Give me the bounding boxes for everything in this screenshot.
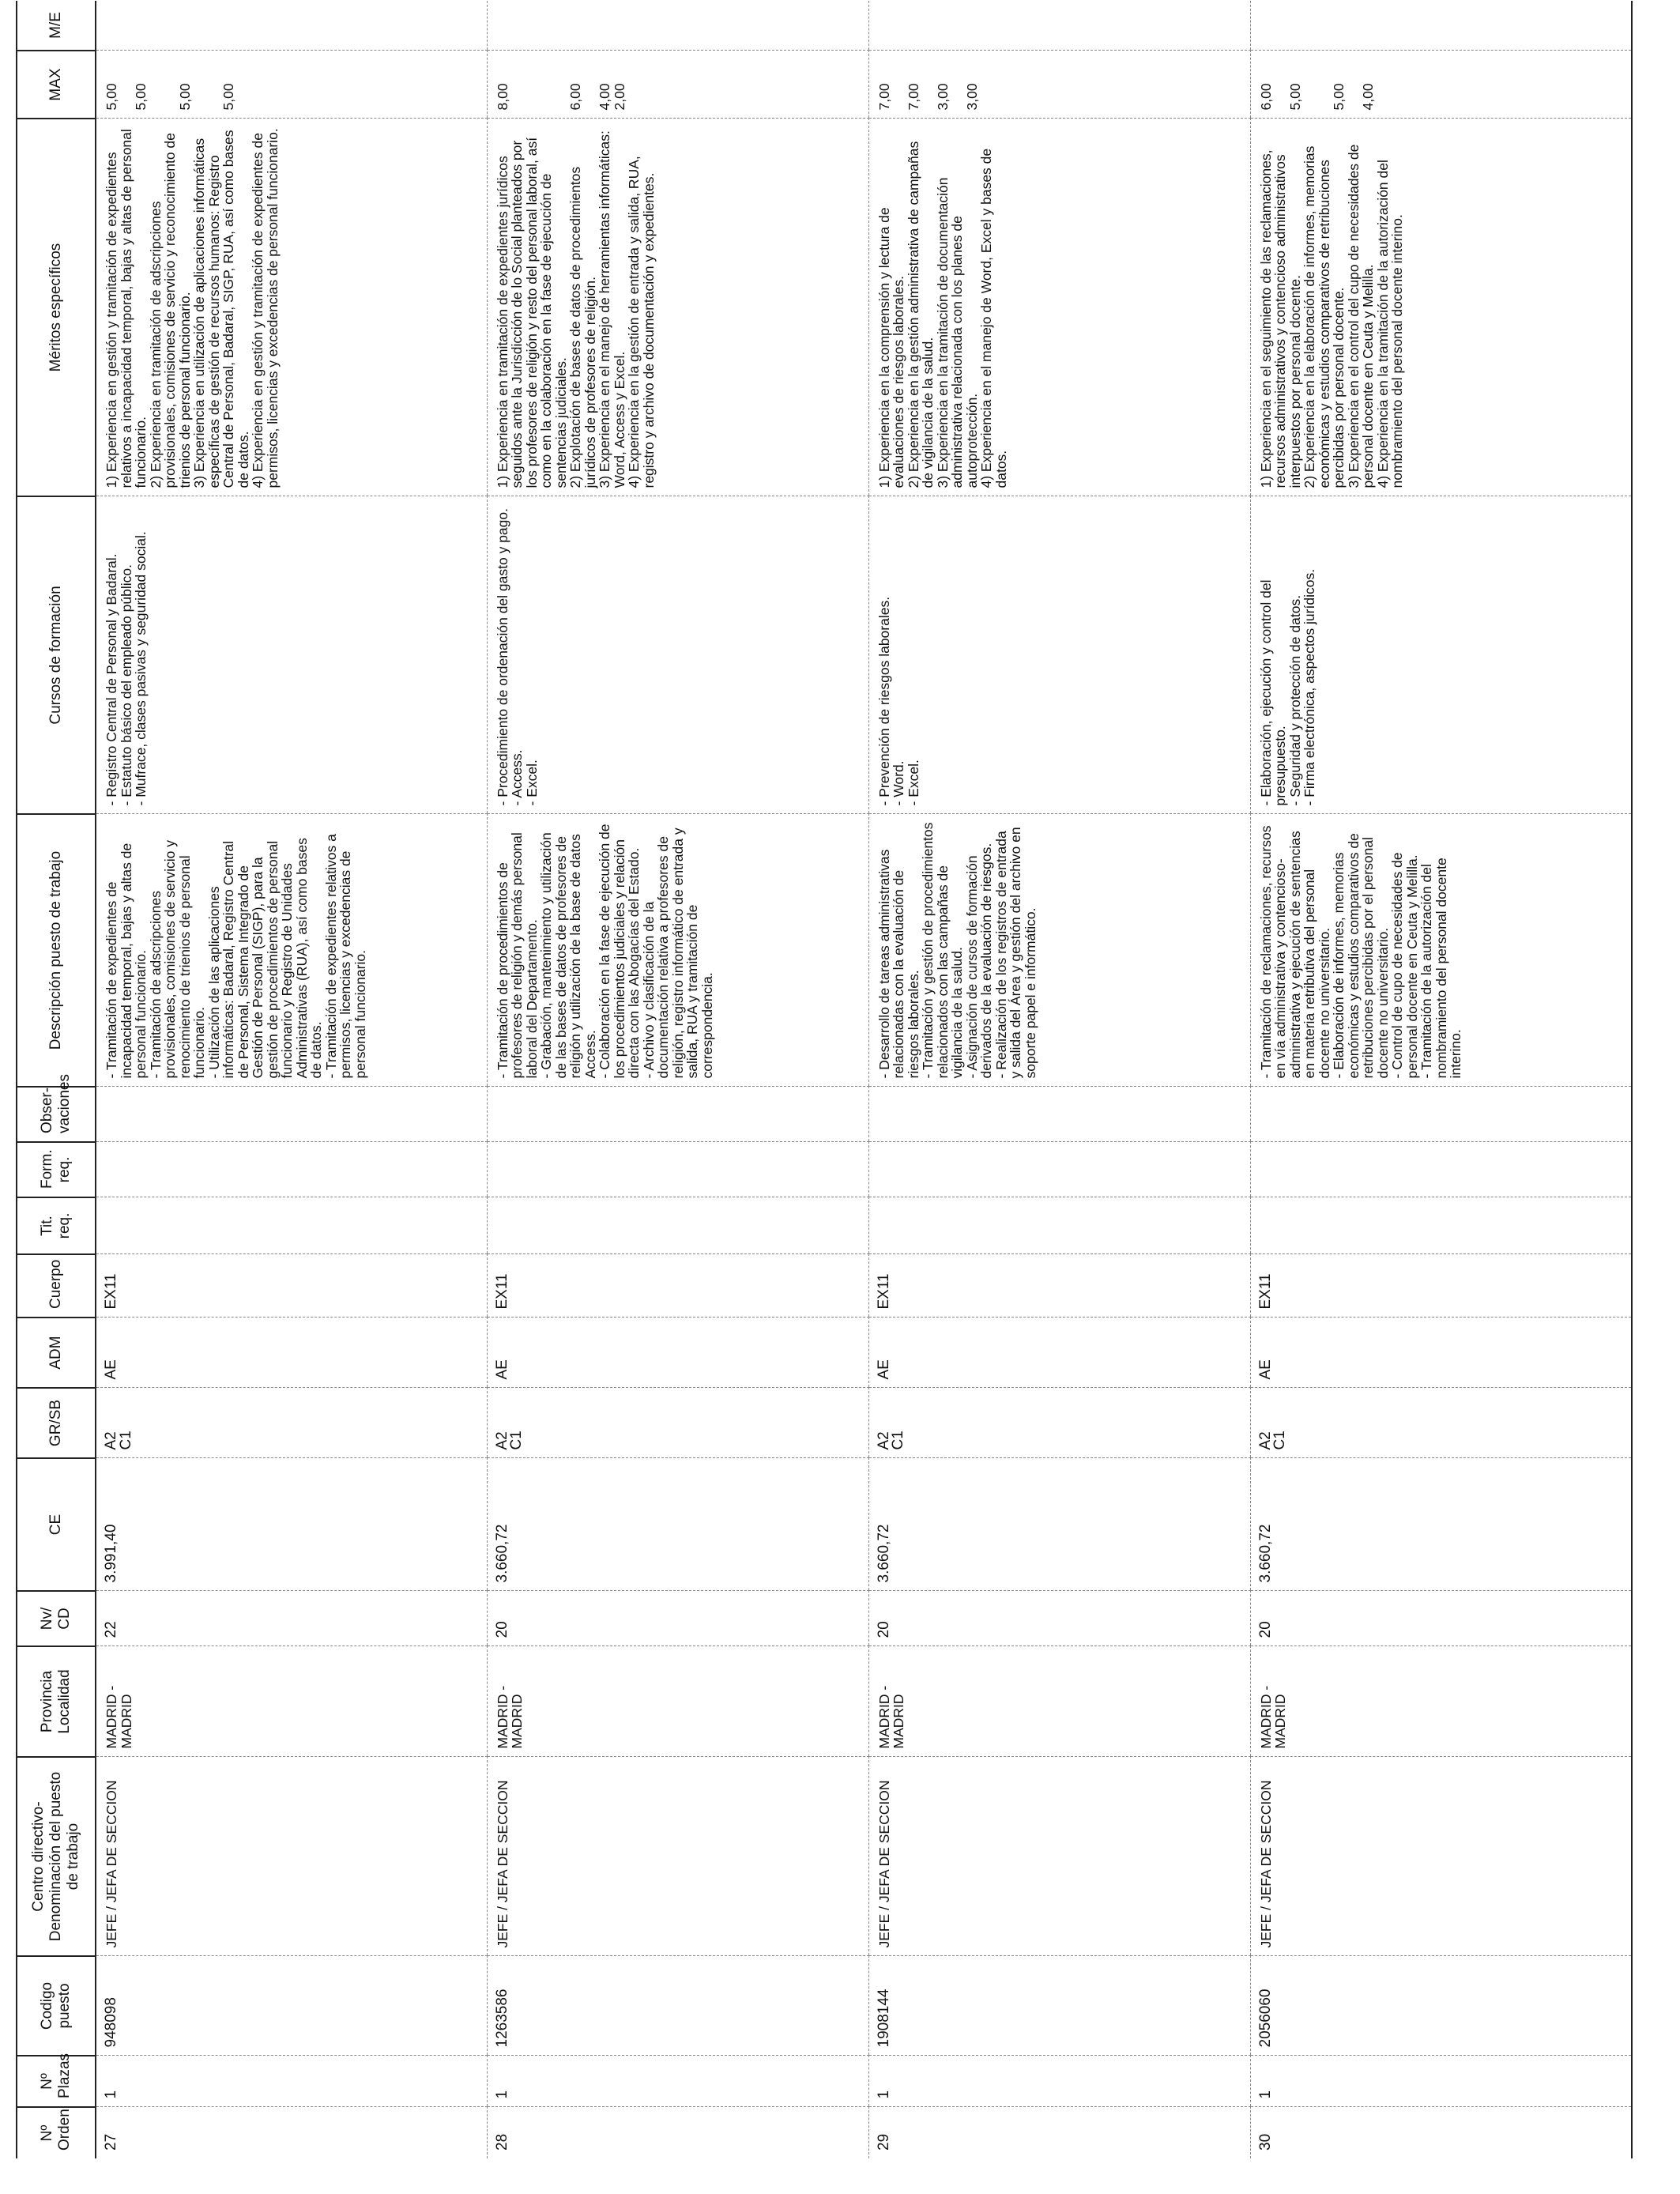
header-form: Form. req. bbox=[17, 1142, 96, 1197]
cell-adm: AE bbox=[868, 1318, 1250, 1388]
cell-centro: JEFE / JEFA DE SECCION bbox=[487, 1757, 868, 1956]
header-centro: Centro directivo-Denominación del puesto de trabajo bbox=[17, 1757, 96, 1956]
cell-grsb: A2 C1 bbox=[1250, 1388, 1632, 1458]
cell-plazas: 1 bbox=[487, 2056, 868, 2107]
cell-me bbox=[868, 1, 1250, 51]
cell-plazas: 1 bbox=[868, 2056, 1250, 2107]
table-row bbox=[1250, 1, 1632, 2158]
cell-orden: 30 bbox=[1250, 2107, 1632, 2158]
cell-obs bbox=[868, 1087, 1250, 1142]
cell-provincia: MADRID - MADRID bbox=[487, 1646, 868, 1757]
cell-adm: AE bbox=[96, 1318, 487, 1388]
cell-cuerpo: EX11 bbox=[1250, 1254, 1632, 1318]
cell-meritos: 1) Experiencia en el seguimiento de las reclamaciones, recursos administrativos y contencioso administrativos interpuestos por personal docente. 2) Experiencia en la elaboración de informes, memorias económicas y estudios comparativos de retribuciones percibidas por personal docente. 3) Experiencia en el control del cupo de necesidades de personal docente en Ceuta y Melilla. 4) Experiencia en la tramitación de la autorización del nombramiento del personal docente interino. bbox=[1250, 119, 1632, 496]
cell-meritos: 1) Experiencia en la comprensión y lectura de evaluaciones de riesgos laborales. 2) Experiencia en la gestión administrativa de campañas de vigilancia de la salud. 3) Experiencia en la tramitación de documentación administrativa relacionada con los planes de autoprotección. 4) Experiencia en el manejo de Word, Excel y bases de datos. bbox=[868, 119, 1250, 496]
header-orden: Nº Orden bbox=[17, 2107, 96, 2158]
header-provincia: Provincia Localidad bbox=[17, 1646, 96, 1757]
cell-max: 7,00 7,00 3,00 3,00 bbox=[868, 51, 1250, 119]
cell-grsb: A2 C1 bbox=[487, 1388, 868, 1458]
cell-form bbox=[96, 1142, 487, 1197]
cell-provincia: MADRID - MADRID bbox=[868, 1646, 1250, 1757]
cell-ce: 3.660,72 bbox=[868, 1458, 1250, 1591]
cell-obs bbox=[1250, 1087, 1632, 1142]
cell-me bbox=[1250, 1, 1632, 51]
header-plazas: Nº Plazas bbox=[17, 2056, 96, 2107]
cell-codigo: 948098 bbox=[96, 1956, 487, 2056]
table-row bbox=[487, 1, 868, 2158]
cell-cursos: - Elaboración, ejecución y control del presupuesto. - Seguridad y protección de datos. - Firma electrónica, aspectos jurídicos. bbox=[1250, 496, 1632, 814]
document-frame bbox=[16, 1, 1644, 2158]
cell-cuerpo: EX11 bbox=[487, 1254, 868, 1318]
cell-tit bbox=[868, 1197, 1250, 1254]
job-positions-table bbox=[16, 1, 1633, 2158]
cell-meritos: 1) Experiencia en gestión y tramitación de expedientes relativos a incapacidad temporal, bajas y altas de personal funcionario. 2) Experiencia en tramitación de adscripciones provisionales, comisiones de servicio y reconocimiento de trienios de personal funcionario. 3) Experiencia en utilización de aplicaciones informáticas específicas de gestión de recursos humanos: Registro Central de Personal, Badaral, SIGP, RUA, así como bases de datos. 4) Experiencia en gestión y tramitación de expedientes de permisos, licencias y excedencias de personal funcionario. bbox=[96, 119, 487, 496]
cell-descripcion: - Desarrollo de tareas administrativas relacionadas con la evaluación de riesgos laborales. - Tramitación y gestión de procedimientos relacionados con las campañas de vigilancia de la salud. - Asignación de cursos de formación derivados de la evaluación de riesgos. - Realización de los registros de entrada y salida del Área y gestión del archivo en soporte papel e informático. bbox=[868, 814, 1250, 1087]
cell-plazas: 1 bbox=[1250, 2056, 1632, 2107]
cell-centro: JEFE / JEFA DE SECCION bbox=[1250, 1757, 1632, 1956]
header-meritos: Méritos específicos bbox=[17, 119, 96, 496]
cell-obs bbox=[96, 1087, 487, 1142]
header-row bbox=[17, 1, 96, 2158]
cell-descripcion: - Tramitación de reclamaciones, recursos en vía administrativa y contencioso-administrativa y ejecución de sentencias en materia retributiva del personal docente no universitario. - Elaboración de informes, memorias económicas y estudios comparativos de retribuciones percibidas por el personal docente no universitario. - Control de cupo de necesidades de personal docente en Ceuta y Melilla. - Tramitación de la autorización del nombramiento del personal docente interino. bbox=[1250, 814, 1632, 1087]
cell-orden: 29 bbox=[868, 2107, 1250, 2158]
header-tit: Tit. req. bbox=[17, 1197, 96, 1254]
header-descripcion: Descripción puesto de trabajo bbox=[17, 814, 96, 1087]
cell-ce: 3.660,72 bbox=[1250, 1458, 1632, 1591]
cell-me bbox=[487, 1, 868, 51]
cell-codigo: 1908144 bbox=[868, 1956, 1250, 2056]
cell-tit bbox=[1250, 1197, 1632, 1254]
table-row bbox=[96, 1, 487, 2158]
cell-grsb: A2 C1 bbox=[868, 1388, 1250, 1458]
header-adm: ADM bbox=[17, 1318, 96, 1388]
cell-plazas: 1 bbox=[96, 2056, 487, 2107]
header-codigo: Codigo puesto bbox=[17, 1956, 96, 2056]
cell-nivel: 22 bbox=[96, 1591, 487, 1646]
cell-adm: AE bbox=[487, 1318, 868, 1388]
cell-cursos: - Prevención de riesgos laborales. - Word. - Excel. bbox=[868, 496, 1250, 814]
header-cuerpo: Cuerpo bbox=[17, 1254, 96, 1318]
cell-cuerpo: EX11 bbox=[868, 1254, 1250, 1318]
cell-cuerpo: EX11 bbox=[96, 1254, 487, 1318]
header-ce: CE bbox=[17, 1458, 96, 1591]
cell-codigo: 2056060 bbox=[1250, 1956, 1632, 2056]
cell-form bbox=[868, 1142, 1250, 1197]
table-row bbox=[868, 1, 1250, 2158]
cell-cursos: - Registro Central de Personal y Badaral. - Estatuto básico del empleado público. - Mufrace, clases pasivas y seguridad social. bbox=[96, 496, 487, 814]
cell-orden: 28 bbox=[487, 2107, 868, 2158]
header-max: MAX bbox=[17, 51, 96, 119]
cell-adm: AE bbox=[1250, 1318, 1632, 1388]
cell-grsb: A2 C1 bbox=[96, 1388, 487, 1458]
cell-form bbox=[1250, 1142, 1632, 1197]
cell-orden: 27 bbox=[96, 2107, 487, 2158]
cell-form bbox=[487, 1142, 868, 1197]
cell-codigo: 1263586 bbox=[487, 1956, 868, 2056]
cell-provincia: MADRID - MADRID bbox=[1250, 1646, 1632, 1757]
header-me: M/E bbox=[17, 1, 96, 51]
cell-centro: JEFE / JEFA DE SECCION bbox=[868, 1757, 1250, 1956]
header-grsb: GR/SB bbox=[17, 1388, 96, 1458]
header-nivel: Nv/ CD bbox=[17, 1591, 96, 1646]
cell-nivel: 20 bbox=[868, 1591, 1250, 1646]
cell-descripcion: - Tramitación de procedimientos de profesores de religión y demás personal laboral del Departamento. - Grabación, mantenimiento y utilización de las bases de datos de profesores de religión y utilización de la base de datos Access. - Colaboración en la fase de ejecución de los procedimientos judiciales y relación directa con las Abogacías del Estado. - Archivo y clasificación de la documentación relativa a profesores de religión, registro informático de entrada y salida, RUA y tramitación de correspondencia. bbox=[487, 814, 868, 1087]
cell-max: 5,00 5,00 5,00 5,00 bbox=[96, 51, 487, 119]
cell-ce: 3.991,40 bbox=[96, 1458, 487, 1591]
cell-centro: JEFE / JEFA DE SECCION bbox=[96, 1757, 487, 1956]
cell-nivel: 20 bbox=[487, 1591, 868, 1646]
cell-me bbox=[96, 1, 487, 51]
header-obs: Obser-vaciones bbox=[17, 1087, 96, 1142]
cell-tit bbox=[96, 1197, 487, 1254]
cell-max: 8,00 6,00 4,00 2,00 bbox=[487, 51, 868, 119]
cell-descripcion: - Tramitación de expedientes de incapacidad temporal, bajas y altas de personal funcionario. - Tramitación de adscripciones provisionales, comisiones de servicio y renocimiento de trienios de personal funcionario. - Utilización de las aplicaciones informáticas: Badaral, Registro Central de Personal, Sistema Integrado de Gestión de Personal (SIGP), para la gestión de procedimientos de personal funcionario y Registro de Unidades Administrativas (RUA), así como bases de datos. - Tramitación de expedientes relativos a permisos, licencias y excedencias de personal funcionario. bbox=[96, 814, 487, 1087]
cell-nivel: 20 bbox=[1250, 1591, 1632, 1646]
cell-obs bbox=[487, 1087, 868, 1142]
cell-max: 6,00 5,00 5,00 4,00 bbox=[1250, 51, 1632, 119]
header-cursos: Cursos de formación bbox=[17, 496, 96, 814]
cell-provincia: MADRID - MADRID bbox=[96, 1646, 487, 1757]
cell-meritos: 1) Experiencia en tramitación de expedientes jurídicos seguidos ante la Jurisdicción de lo Social planteados por los profesores de religión y resto del personal laboral, así como en la colaboración en la fase de ejecución de sentencias judiciales. 2) Explotación de bases de datos de procedimientos jurídicos de profesores de religión. 3) Experiencia en el manejo de herramientas informáticas: Word, Access y Excel. 4) Experiencia en la gestión de entrada y salida, RUA, registro y archivo de documentación y expedientes. bbox=[487, 119, 868, 496]
cell-cursos: - Procedimiento de ordenación del gasto y pago. - Access. - Excel. bbox=[487, 496, 868, 814]
cell-ce: 3.660,72 bbox=[487, 1458, 868, 1591]
cell-tit bbox=[487, 1197, 868, 1254]
